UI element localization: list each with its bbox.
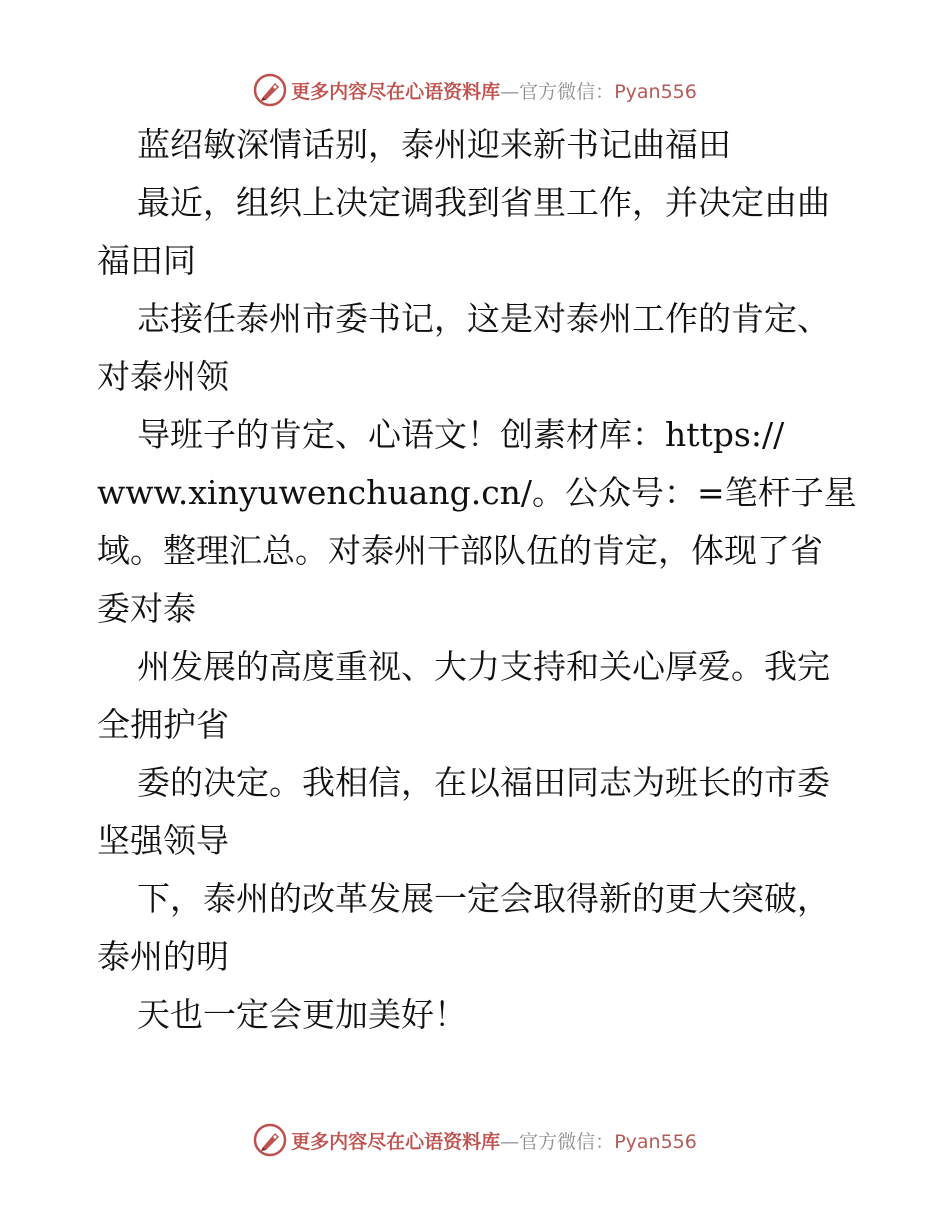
banner-separator: —	[500, 1130, 520, 1153]
banner-brand: 更多内容尽在心语资料库	[291, 1130, 501, 1153]
document-line: 州发展的高度重视、大力支持和关心厚爱。我完	[137, 647, 830, 686]
document-line: 导班子的肯定、心语文！创素材库：https://	[137, 415, 785, 454]
document-line: 委对泰	[97, 589, 196, 628]
banner-separator: —	[500, 80, 520, 103]
document-line: 下，泰州的改革发展一定会取得新的更大突破，	[137, 879, 830, 918]
document-line: 天也一定会更加美好！	[137, 995, 467, 1034]
document-line: 福田同	[97, 241, 196, 280]
footer-banner	[0, 1120, 950, 1160]
banner-wechat-id: Pyan556	[614, 1130, 697, 1153]
document-line: 坚强领导	[97, 821, 229, 860]
document-body	[97, 116, 857, 1044]
document-line: 最近，组织上决定调我到省里工作，并决定由曲	[137, 183, 830, 222]
banner-brand: 更多内容尽在心语资料库	[291, 80, 501, 103]
document-line: 委的决定。我相信，在以福田同志为班长的市委	[137, 763, 830, 802]
document-line: 泰州的明	[97, 937, 229, 976]
pen-nib-logo-icon	[253, 1123, 287, 1157]
banner-suffix: 官方微信：	[519, 1130, 615, 1153]
document-line: www.xinyuwenchuang.cn/。公众号：=笔杆子星	[97, 473, 857, 512]
pen-nib-logo-icon	[253, 73, 287, 107]
banner-suffix: 官方微信：	[519, 80, 615, 103]
banner-text	[291, 1127, 697, 1154]
document-line: 域。整理汇总。对泰州干部队伍的肯定，体现了省	[97, 531, 823, 570]
document-line: 对泰州领	[97, 357, 229, 396]
banner-wechat-id: Pyan556	[614, 80, 697, 103]
banner-text	[291, 77, 697, 104]
document-line: 蓝绍敏深情话别，泰州迎来新书记曲福田	[137, 125, 731, 164]
document-line: 志接任泰州市委书记，这是对泰州工作的肯定、	[137, 299, 830, 338]
header-banner	[0, 70, 950, 110]
document-line: 全拥护省	[97, 705, 229, 744]
